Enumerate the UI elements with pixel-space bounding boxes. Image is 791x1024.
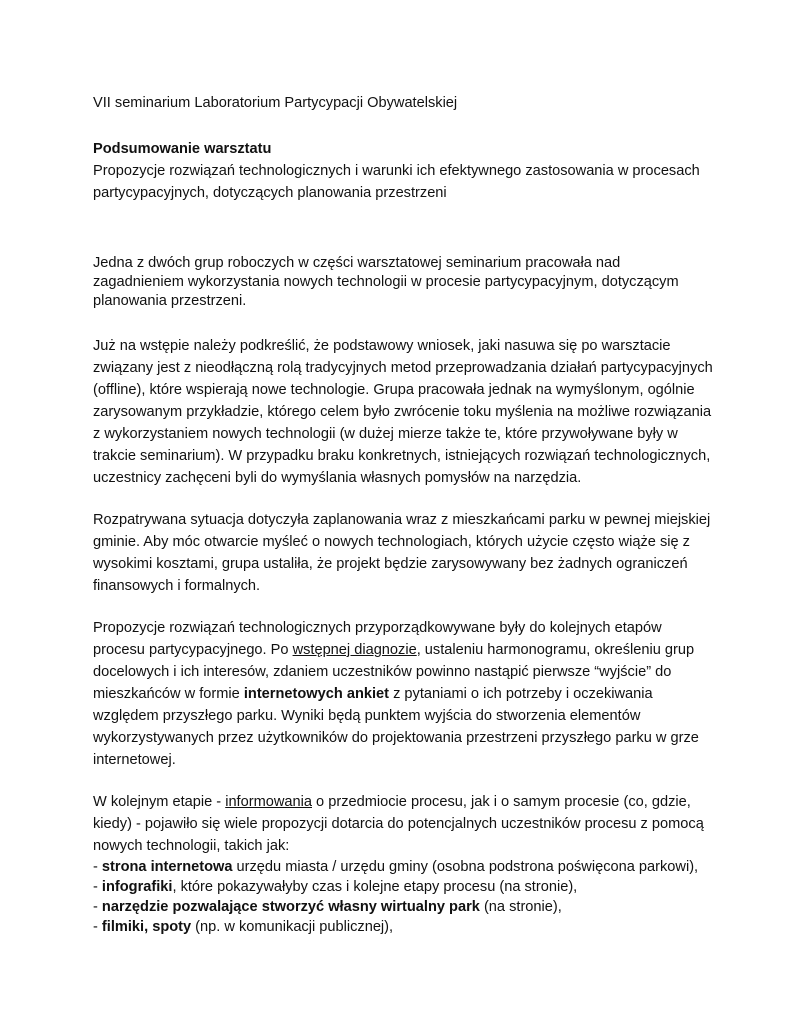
paragraph-stages-text-3: z pytaniami o ich potrzeby i oczekiwania względem przyszłego parku. Wyniki będą punktem wyjścia do stworzenia elementów wykorzystywanych przez użytkowników do projektowania przestrzeni przyszłego parku w grze internetowej. [93,686,699,768]
list-item-description: urzędu miasta / urzędu gminy (osobna podstrona poświęcona parkowi), [232,859,699,875]
paragraph-intro: Jedna z dwóch grup roboczych w części warsztatowej seminarium pracowała nad zagadnieniem wykorzystania nowych technologii w procesie partycypacyjnym, dotyczącym planowania przestrzeni. [93,255,679,309]
technology-list [93,857,713,937]
paragraph-stages-text-1: Propozycje rozwiązań technologicznych przyporządkowywane były do kolejnych etapów procesu partycypacyjnego. Po [93,620,662,658]
list-item-term: narzędzie pozwalające stworzyć własny wirtualny park [101,899,480,915]
list-item-prefix: - [93,879,102,895]
paragraph-stages-text-2: , ustaleniu harmonogramu, określeniu grup docelowych i ich interesów, zdaniem uczestników powinno nastąpić pierwsze “wyjście” do mieszkańców w formie [93,642,695,702]
list-item [93,897,713,917]
list-item-prefix: - [93,899,102,915]
paragraph-stages [93,617,713,771]
section-heading: Podsumowanie warsztatu [93,141,272,157]
list-item [93,877,713,897]
paragraph-conclusion: Już na wstępie należy podkreślić, że podstawowy wniosek, jaki nasuwa się po warsztacie związany jest z nieodłączną rolą tradycyjnych metod przeprowadzania działań partycypacyjnych (offline), które wspierają nowe technologie. Grupa pracowała jednak na wymyślonym, ogólnie zarysowanym przykładzie, którego celem było zwrócenie toku myślenia na możliwe rozwiązania z wykorzystaniem nowych technologii (w dużej mierze także te, które przywoływane były w trakcie seminarium). W przypadku braku konkretnych, istniejących rozwiązań technologicznych, uczestnicy zachęceni byli do wymyślania własnych pomysłów na narzędzia. [93,338,713,486]
list-item-prefix: - [93,919,102,935]
list-item-description: (na stronie), [479,899,562,915]
list-item-term: strona internetowa [101,859,233,875]
list-item-term: infografiki [101,879,173,895]
list-item-prefix: - [93,859,102,875]
list-item-description: , które pokazywałyby czas i kolejne etapy procesu (na stronie), [172,879,578,895]
emphasis-online-surveys: internetowych ankiet [243,686,390,702]
list-item-term: filmiki, spoty [101,919,192,935]
list-item-description: (np. w komunikacji publicznej), [191,919,394,935]
paragraph-scenario: Rozpatrywana sytuacja dotyczyła zaplanowania wraz z mieszkańcami parku w pewnej miejskiej gminie. Aby móc otwarcie myśleć o nowych technologiach, których użycie często wiąże się z wysokimi kosztami, grupa ustaliła, że projekt będzie zarysowywany bez żadnych ograniczeń finansowych i formalnych. [93,512,711,594]
list-item [93,917,713,937]
section-subtitle: Propozycje rozwiązań technologicznych i warunki ich efektywnego zastosowania w procesach partycypacyjnych, dotyczących planowania przestrzeni [93,163,700,201]
paragraph-informing [93,791,713,857]
link-informing[interactable]: informowania [225,794,312,810]
link-initial-diagnosis[interactable]: wstępnej diagnozie [292,642,417,658]
document-title: VII seminarium Laboratorium Partycypacji Obywatelskiej [93,95,458,111]
document-page [93,92,713,937]
list-item [93,857,713,877]
paragraph-informing-text-2: o przedmiocie procesu, jak i o samym procesie (co, gdzie, kiedy) - pojawiło się wiele propozycji dotarcia do potencjalnych uczestników procesu z pomocą nowych technologii, takich jak: [93,794,704,854]
paragraph-informing-text-1: W kolejnym etapie - [93,794,226,810]
